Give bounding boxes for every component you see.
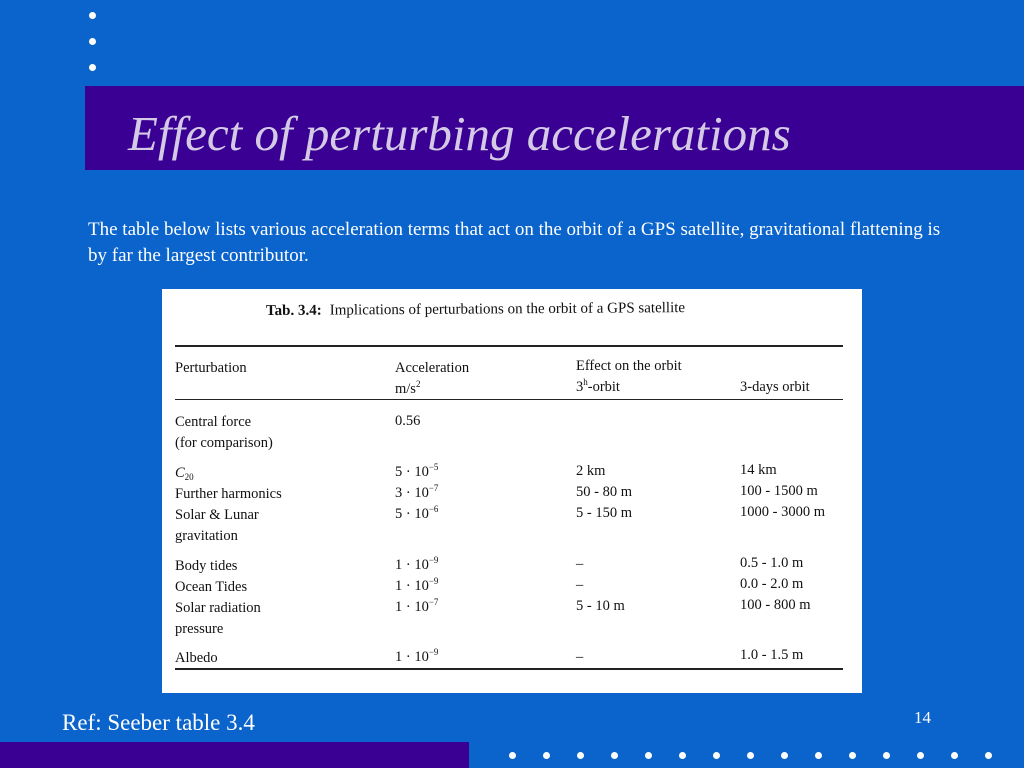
decorative-dots-bottom [0, 752, 1024, 762]
solarlunar-acc-exp: −6 [428, 504, 439, 514]
row-solarlunar-eff3h: 5 - 150 m [576, 505, 632, 521]
header-effect-3h [576, 377, 682, 399]
table-caption-label: Tab. 3.4: [265, 302, 322, 319]
slide-title: Effect of perturbing accelerations [128, 106, 791, 161]
solarlunar-name-line2: gravitation [175, 528, 238, 544]
dot-icon [951, 752, 958, 759]
reference-text: Ref: Seeber table 3.4 [62, 710, 255, 735]
row-further-acc [395, 483, 438, 505]
dot-icon [679, 752, 686, 759]
central-name-line2: (for comparison) [175, 435, 273, 451]
row-central-name [175, 412, 273, 454]
dot-icon [815, 752, 822, 759]
row-c20-acc [395, 462, 438, 484]
solarrad-acc-base: 1 · 10 [395, 599, 429, 615]
dot-icon [577, 752, 584, 759]
dot-icon [781, 752, 788, 759]
solarlunar-name-line1: Solar & Lunar [175, 507, 259, 523]
header-effect-label: Effect on the orbit [576, 358, 682, 374]
row-further-eff3d: 100 - 1500 m [740, 483, 818, 499]
row-bodytides-eff3d: 0.5 - 1.0 m [740, 555, 804, 571]
dot-icon [89, 38, 96, 45]
table-caption [266, 300, 685, 320]
row-further-eff3h: 50 - 80 m [576, 484, 632, 500]
solarlunar-acc-base: 5 · 10 [395, 506, 429, 522]
dot-icon [849, 752, 856, 759]
header-acceleration-label: Acceleration [395, 360, 470, 376]
page-number: 14 [914, 708, 931, 727]
further-acc-base: 3 · 10 [395, 485, 429, 501]
albedo-acc-base: 1 · 10 [395, 649, 429, 665]
row-bodytides-acc [395, 555, 438, 577]
header-perturbation: Perturbation [175, 360, 247, 376]
effect-3h-exp: h [583, 377, 588, 387]
c20-acc-base: 5 · 10 [395, 464, 429, 480]
oceantides-acc-exp: −9 [428, 576, 439, 586]
row-solarlunar-eff3d: 1000 - 3000 m [740, 504, 825, 520]
row-further-name: Further harmonics [175, 486, 282, 502]
table-rule-bottom [175, 668, 843, 670]
row-bodytides-name: Body tides [175, 558, 238, 574]
dot-icon [747, 752, 754, 759]
row-solarlunar-acc [395, 504, 438, 526]
c20-symbol: C [175, 465, 185, 481]
bodytides-acc-base: 1 · 10 [395, 557, 429, 573]
dot-icon [645, 752, 652, 759]
row-albedo-name: Albedo [175, 650, 218, 666]
header-acceleration-unit [395, 379, 469, 401]
solarrad-name-line1: Solar radiation [175, 600, 261, 616]
intro-text: The table below lists various acceleration terms that act on the orbit of a GPS satellite, gravitational flattening is by far the largest contributor. [88, 219, 941, 266]
row-oceantides-eff3d: 0.0 - 2.0 m [740, 576, 804, 592]
row-albedo-eff3d: 1.0 - 1.5 m [740, 647, 804, 663]
central-name-line1: Central force [175, 414, 252, 430]
dot-icon [543, 752, 550, 759]
row-solarrad-eff3d: 100 - 800 m [740, 597, 811, 613]
albedo-acc-exp: −9 [428, 647, 439, 657]
effect-3h-prefix: 3 [576, 379, 584, 395]
row-c20-eff3h: 2 km [576, 463, 606, 479]
solarrad-name-line2: pressure [175, 621, 224, 637]
perturbation-table [162, 289, 862, 693]
row-bodytides-eff3h: – [576, 556, 584, 572]
bodytides-acc-exp: −9 [428, 555, 439, 565]
row-solarlunar-name [175, 505, 259, 547]
row-oceantides-name: Ocean Tides [175, 579, 248, 595]
dot-icon [509, 752, 516, 759]
row-c20-eff3d: 14 km [740, 462, 777, 478]
acceleration-unit-base: m/s [395, 381, 416, 397]
table-rule-top [175, 345, 843, 347]
row-solarrad-name [175, 598, 261, 640]
solarrad-acc-exp: −7 [428, 597, 439, 607]
row-albedo-eff3h: – [576, 649, 584, 665]
row-albedo-acc [395, 647, 438, 669]
acceleration-unit-exp: 2 [415, 379, 421, 389]
c20-acc-exp: −5 [428, 462, 439, 472]
row-solarrad-eff3h: 5 - 10 m [576, 598, 625, 614]
c20-subscript: 20 [184, 472, 194, 482]
row-oceantides-acc [395, 576, 438, 598]
dot-icon [985, 752, 992, 759]
header-acceleration [395, 358, 469, 401]
effect-3h-suffix: -orbit [587, 379, 620, 395]
oceantides-acc-base: 1 · 10 [395, 578, 429, 594]
table-caption-text: Implications of perturbations on the orbit of a GPS satellite [329, 300, 686, 319]
further-acc-exp: −7 [428, 483, 439, 493]
row-oceantides-eff3h: – [576, 577, 584, 593]
dot-icon [89, 12, 96, 19]
dot-icon [917, 752, 924, 759]
dot-icon [883, 752, 890, 759]
dot-icon [611, 752, 618, 759]
row-c20-name [175, 463, 194, 485]
header-effect-3days: 3-days orbit [740, 379, 810, 395]
dot-icon [713, 752, 720, 759]
table-rule-header [175, 399, 843, 400]
dot-icon [89, 64, 96, 71]
header-effect [576, 356, 682, 399]
row-central-acc: 0.56 [395, 413, 421, 429]
row-solarrad-acc [395, 597, 438, 619]
